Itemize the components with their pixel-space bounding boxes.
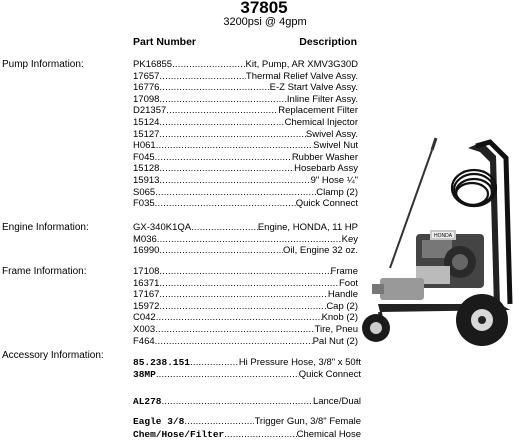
dot-leader	[159, 302, 326, 312]
part-description: E-Z Start Valve Assy.	[269, 82, 358, 94]
part-description: Chemical Hose	[296, 429, 361, 440]
dot-leader	[166, 106, 278, 116]
part-number: 17657	[133, 70, 160, 82]
part-number: X003	[133, 324, 156, 335]
parts-row	[133, 290, 358, 300]
part-description: Handle	[327, 289, 358, 301]
parts-row	[133, 83, 358, 93]
parts-row	[133, 95, 358, 105]
part-description: Clamp (2)	[316, 186, 358, 198]
part-number: AL278	[133, 396, 162, 407]
dot-leader	[155, 153, 292, 163]
parts-row	[133, 417, 361, 427]
parts-row	[133, 302, 358, 312]
part-description: Engine, HONDA, 11 HP	[257, 222, 358, 233]
parts-row	[133, 164, 358, 174]
parts-row	[133, 199, 358, 209]
part-description: Trigger Gun, 3/8" Female	[254, 416, 361, 427]
part-description: Chemical Injector	[284, 117, 358, 128]
part-number: 15127	[133, 128, 160, 140]
dot-leader	[159, 176, 310, 186]
dot-leader	[157, 235, 342, 245]
dot-leader	[159, 118, 284, 128]
parts-row	[133, 106, 358, 116]
page-subtitle: 3200psi @ 4gpm	[223, 16, 307, 28]
part-number: 15913	[133, 175, 160, 186]
parts-row	[133, 60, 358, 70]
dot-leader	[156, 313, 322, 323]
dot-leader	[155, 325, 314, 335]
parts-row	[133, 141, 358, 151]
part-number: F035	[133, 198, 155, 210]
parts-row	[133, 430, 361, 440]
part-number: M036	[133, 233, 157, 245]
part-number: 85.238.151	[133, 357, 191, 368]
part-description: Thermal Relief Valve Assy.	[245, 70, 358, 82]
dot-leader	[155, 188, 316, 198]
part-number: Eagle 3/8	[133, 416, 185, 427]
parts-row	[133, 313, 358, 323]
part-description: Swivel Nut	[313, 140, 358, 152]
part-number: S065	[133, 186, 156, 198]
part-description: Swivel Assy.	[305, 128, 358, 140]
parts-row	[133, 397, 361, 407]
dot-leader	[159, 83, 269, 93]
dot-leader	[155, 337, 313, 347]
part-number: Chem/Hose/Filter	[133, 429, 225, 440]
parts-row	[133, 325, 358, 335]
dot-leader	[184, 417, 254, 427]
part-description: Hosebarb Assy	[294, 163, 358, 175]
page-title: 37805	[240, 0, 288, 17]
part-number: 16371	[133, 277, 160, 289]
section-label-pump: Pump Information:	[2, 59, 84, 70]
part-number: 15124	[133, 117, 160, 128]
part-number: GX-340K1QA	[133, 222, 192, 233]
part-number: C042	[133, 312, 156, 324]
parts-row	[133, 279, 358, 289]
part-description: Frame	[330, 266, 358, 277]
dot-leader	[159, 279, 339, 289]
part-number: F464	[133, 335, 155, 347]
dot-leader	[159, 290, 327, 300]
parts-row	[133, 358, 361, 368]
part-description: 9" Hose ¼"	[310, 175, 358, 186]
dot-leader	[156, 370, 299, 380]
part-description: Lance/Dual	[312, 396, 361, 407]
part-description: Kit, Pump, AR XMV3G30D	[245, 59, 358, 70]
section-label-engine: Engine Information:	[2, 222, 89, 233]
dot-leader	[156, 141, 313, 151]
parts-row	[133, 188, 358, 198]
section-label-frame: Frame Information:	[2, 266, 87, 277]
part-number: 16776	[133, 82, 160, 94]
part-description: Pal Nut (2)	[312, 335, 358, 347]
part-description: Replacement Filter	[278, 105, 358, 117]
part-number: H061	[133, 140, 156, 152]
dot-leader	[172, 60, 245, 70]
engine-badge-text: HONDA	[433, 233, 453, 239]
parts-row	[133, 337, 358, 347]
parts-row	[133, 246, 358, 256]
part-description: Oil, Engine 32 oz.	[283, 245, 358, 257]
part-number: 15972	[133, 300, 160, 312]
part-number: 15128	[133, 163, 160, 175]
part-number: D21357	[133, 105, 167, 117]
part-description: Knob (2)	[321, 312, 358, 324]
part-number: 17108	[133, 266, 160, 277]
pressure-washer-photo	[350, 128, 522, 356]
dot-leader	[155, 199, 296, 209]
part-number: F045	[133, 151, 155, 163]
parts-row	[133, 72, 358, 82]
section-label-accessory: Accessory Information:	[2, 350, 104, 361]
part-description: Key	[341, 233, 358, 245]
dot-leader	[162, 397, 313, 407]
part-description: Quick Connect	[295, 198, 358, 210]
part-number: 17098	[133, 93, 160, 105]
dot-leader	[159, 246, 283, 256]
part-description: Quick Connect	[298, 369, 361, 380]
part-number: 17167	[133, 289, 160, 301]
dot-leader	[159, 164, 294, 174]
part-description: Tire, Pneu	[314, 324, 358, 335]
dot-leader	[224, 430, 296, 440]
column-header-description: Description	[299, 36, 357, 48]
parts-row	[133, 153, 358, 163]
part-number: PK16855	[133, 59, 173, 70]
parts-row	[133, 370, 361, 380]
dot-leader	[159, 95, 286, 105]
dot-leader	[159, 130, 305, 140]
part-number: 38MP	[133, 369, 156, 380]
parts-row	[133, 176, 358, 186]
parts-row	[133, 267, 358, 277]
parts-row	[133, 235, 358, 245]
part-number: 16990	[133, 245, 160, 257]
dot-leader	[191, 223, 258, 233]
part-description: Rubber Washer	[291, 151, 358, 163]
parts-row	[133, 118, 358, 128]
part-description: Cap (2)	[326, 300, 358, 312]
parts-row	[133, 223, 358, 233]
dot-leader	[159, 267, 330, 277]
dot-leader	[190, 358, 239, 368]
column-header-part-number: Part Number	[133, 36, 197, 48]
part-description: Inline Filter Assy.	[286, 93, 358, 105]
dot-leader	[159, 72, 245, 82]
part-description: Foot	[338, 277, 358, 289]
parts-row	[133, 130, 358, 140]
part-description: Hi Pressure Hose, 3/8" x 50ft	[238, 357, 361, 368]
